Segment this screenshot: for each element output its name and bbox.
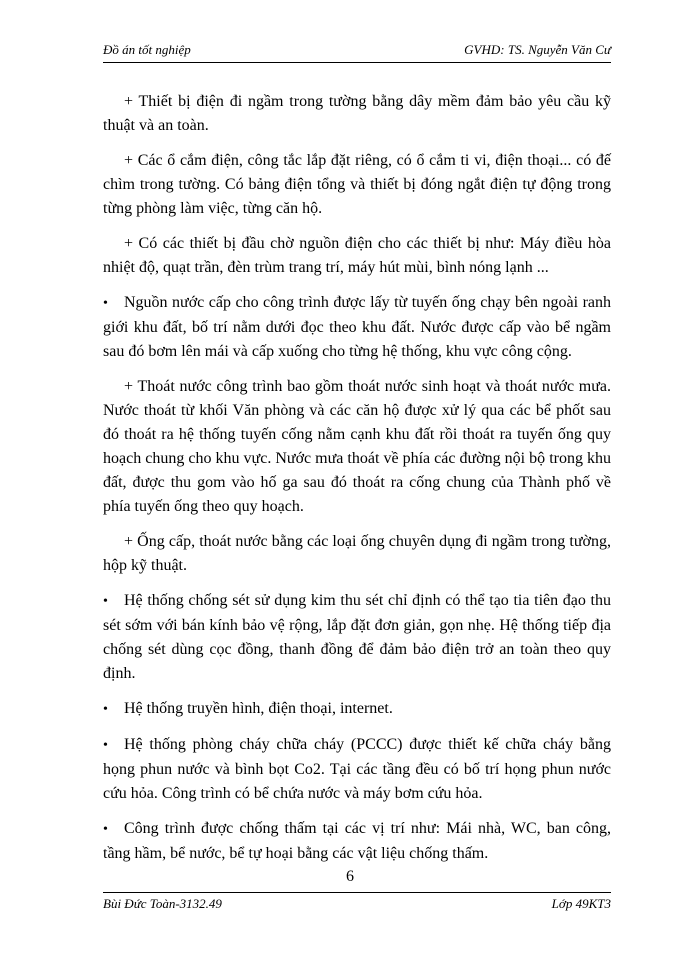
footer-right-text: Lớp 49KT3 (551, 896, 611, 911)
bullet-paragraph (103, 697, 611, 722)
page-number: 6 (346, 868, 354, 885)
paragraph: + Ống cấp, thoát nước bằng các loại ống chuyên dụng đi ngầm trong tường, hộp kỹ thuật. (103, 533, 611, 574)
page-header (103, 42, 611, 63)
bullet-paragraph (103, 291, 611, 364)
bullet-paragraph (103, 589, 611, 686)
page-body (103, 90, 611, 877)
paragraph-text: Hệ thống truyền hình, điện thoại, internet. (124, 700, 393, 717)
paragraph-text: Hệ thống chống sét sử dụng kim thu sét chỉ định có thể tạo tia tiên đạo thu sét sớm với bán kính bảo vệ rộng, lắp đặt đơn giản, gọn nhẹ. Hệ thống tiếp địa chống sét dùng cọc đồng, thanh đồng để đảm bảo điện trở an toàn theo quy định. (103, 592, 611, 682)
bullet-paragraph (103, 817, 611, 866)
bullet-icon: • (103, 594, 108, 609)
header-left-text: Đồ án tốt nghiệp (103, 42, 191, 57)
bullet-icon: • (103, 702, 108, 717)
paragraph-text: Hệ thống phòng cháy chữa cháy (PCCC) được thiết kế chữa cháy bằng họng phun nước và bình bọt Co2. Tại các tầng đều có bố trí họng phun nước cứu hỏa. Công trình có bể chứa nước và máy bơm cứu hỏa. (103, 736, 611, 802)
header-right-text: GVHD: TS. Nguyễn Văn Cư (464, 42, 611, 57)
paragraph: + Có các thiết bị đầu chờ nguồn điện cho các thiết bị như: Máy điều hòa nhiệt độ, quạt trần, đèn trùm trang trí, máy hút mùi, bình nóng lạnh ... (103, 235, 611, 276)
footer-left-text: Bùi Đức Toàn-3132.49 (103, 896, 222, 911)
bullet-icon: • (103, 822, 108, 837)
paragraph-text: Nguồn nước cấp cho công trình được lấy từ tuyến ống chạy bên ngoài ranh giới khu đất, bố trí nằm dưới đọc theo khu đất. Nước được cấp vào bể ngầm sau đó bơm lên mái và cấp xuống cho từng hệ thống, khu vực công cộng. (103, 294, 611, 360)
paragraph: + Thiết bị điện đi ngầm trong tường bằng dây mềm đảm bảo yêu cầu kỹ thuật và an toàn. (103, 93, 611, 134)
paragraph: + Các ổ cắm điện, công tắc lắp đặt riêng, có ổ cắm ti vi, điện thoại... có đế chìm trong tường. Có bảng điện tổng và thiết bị đóng ngắt điện tự động trong từng phòng làm việc, từng căn hộ. (103, 152, 611, 217)
footer-divider (103, 892, 611, 893)
paragraph-text: Công trình được chống thấm tại các vị trí như: Mái nhà, WC, ban công, tầng hầm, bể nước, bể tự hoại bằng các vật liệu chống thấm. (103, 820, 611, 862)
paragraph: + Thoát nước công trình bao gồm thoát nước sinh hoạt và thoát nước mưa. Nước thoát từ khối Văn phòng và các căn hộ được xử lý qua các bể phốt sau đó thoát ra hệ thống tuyến cống nằm cạnh khu đất rồi thoát ra tuyến ống quy hoạch chung cho khu vực. Nước mưa thoát về phía các đường nội bộ trong khu đất, được thu gom vào hố ga sau đó thoát ra cống chung của Thành phố về phía tuyến ống theo quy hoạch. (103, 378, 611, 515)
bullet-icon: • (103, 296, 108, 311)
bullet-icon: • (103, 738, 108, 753)
bullet-paragraph (103, 733, 611, 806)
page-footer (103, 896, 611, 916)
